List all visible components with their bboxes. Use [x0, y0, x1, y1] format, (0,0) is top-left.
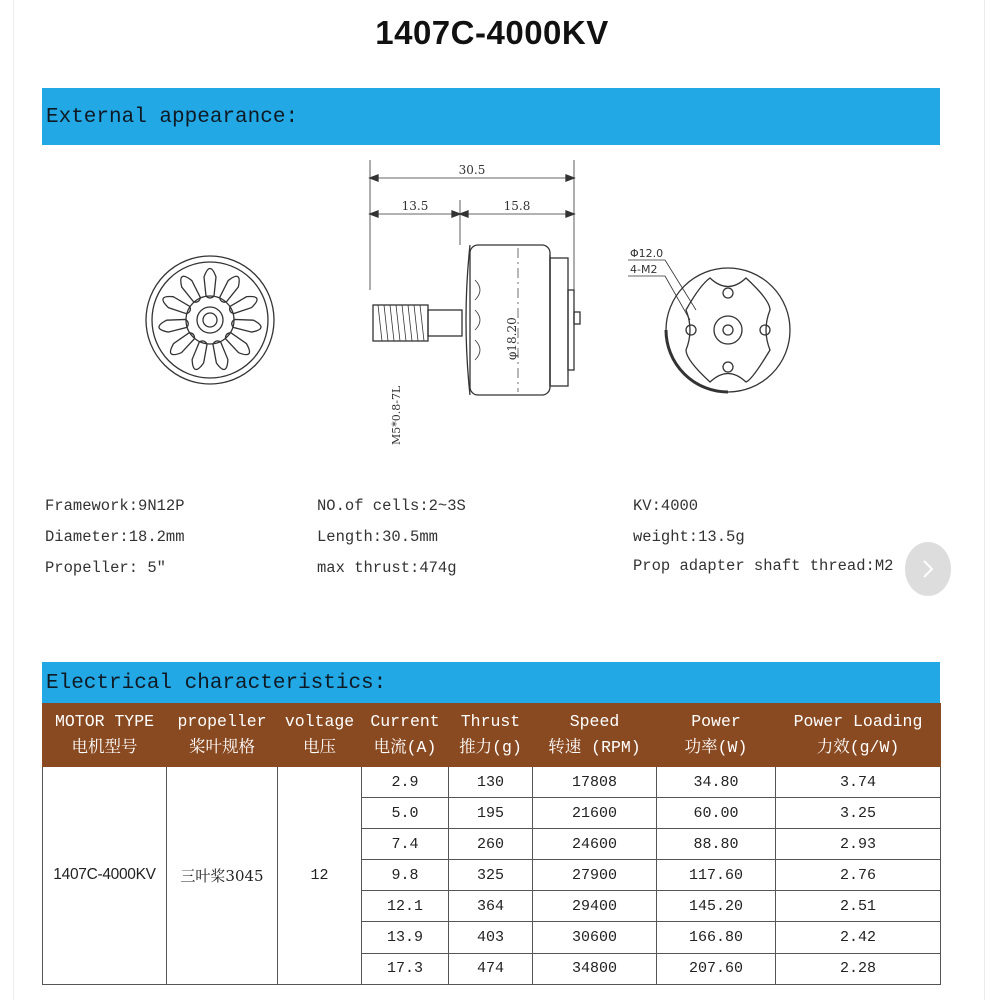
dim-left-label: 13.5 — [401, 199, 429, 213]
header-motor-type — [43, 704, 167, 767]
current-cell: 9.8 — [362, 860, 449, 891]
speed-cell: 17808 — [533, 767, 657, 798]
header-current-en: Current — [370, 712, 440, 731]
speed-cell: 34800 — [533, 953, 657, 984]
header-propeller-en: propeller — [177, 712, 267, 731]
thrust-cell: 325 — [449, 860, 533, 891]
thrust-cell: 403 — [449, 922, 533, 953]
header-power-cn: 功率(W) — [684, 738, 748, 757]
hole-count-label: 4-M2 — [630, 263, 658, 276]
chevron-right-icon — [921, 558, 935, 580]
speed-cell: 30600 — [533, 922, 657, 953]
power-cell: 34.80 — [657, 767, 776, 798]
header-current — [362, 704, 449, 767]
header-propeller-cn: 桨叶规格 — [189, 738, 255, 757]
propeller-cell: 三叶桨3045 — [167, 767, 278, 985]
hole-diameter-label: Φ12.0 — [630, 247, 664, 260]
model-cell: 1407C-4000KV — [43, 767, 167, 985]
header-power-en: Power — [691, 712, 741, 731]
header-power-loading-cn: 力效(g/W) — [816, 738, 900, 757]
header-voltage-en: voltage — [284, 712, 355, 731]
spec-prop-adapter: Prop adapter shaft thread:M2 — [633, 557, 894, 575]
rear-view-drawing — [628, 260, 790, 392]
header-thrust — [449, 704, 533, 767]
external-appearance-header: External appearance: — [42, 88, 940, 145]
side-view-drawing — [370, 160, 580, 395]
page-title: 1407C-4000KV — [375, 14, 609, 51]
spec-weight: weight:13.5g — [633, 528, 745, 546]
header-speed-cn: 转速 (RPM) — [548, 738, 641, 757]
header-power — [657, 704, 776, 767]
header-thrust-en: Thrust — [460, 712, 521, 731]
next-slide-button[interactable] — [905, 542, 951, 596]
header-power-loading — [776, 704, 941, 767]
header-power-loading-en: Power Loading — [793, 712, 923, 731]
power-cell: 88.80 — [657, 829, 776, 860]
spec-framework: Framework:9N12P — [45, 497, 185, 515]
thrust-cell: 474 — [449, 953, 533, 984]
dim-total-label: 30.5 — [458, 163, 486, 177]
header-speed — [533, 704, 657, 767]
current-cell: 5.0 — [362, 798, 449, 829]
power-loading-cell: 3.25 — [776, 798, 941, 829]
speed-cell: 21600 — [533, 798, 657, 829]
thrust-cell: 130 — [449, 767, 533, 798]
header-current-cn: 电流(A) — [373, 738, 437, 757]
power-loading-cell: 2.93 — [776, 829, 941, 860]
dim-right-label: 15.8 — [503, 199, 531, 213]
spec-diameter: Diameter:18.2mm — [45, 528, 185, 546]
header-voltage — [278, 704, 362, 767]
power-loading-cell: 2.51 — [776, 891, 941, 922]
spec-list — [0, 497, 1000, 597]
power-loading-cell: 2.28 — [776, 953, 941, 984]
header-speed-en: Speed — [569, 712, 620, 731]
power-cell: 207.60 — [657, 953, 776, 984]
power-loading-cell: 2.42 — [776, 922, 941, 953]
current-cell: 17.3 — [362, 953, 449, 984]
speed-cell: 24600 — [533, 829, 657, 860]
table-row — [43, 767, 941, 798]
current-cell: 13.9 — [362, 922, 449, 953]
current-cell: 12.1 — [362, 891, 449, 922]
header-voltage-cn: 电压 — [303, 738, 336, 757]
power-cell: 117.60 — [657, 860, 776, 891]
power-cell: 145.20 — [657, 891, 776, 922]
thrust-cell: 260 — [449, 829, 533, 860]
front-view-drawing — [146, 256, 274, 384]
current-cell: 2.9 — [362, 767, 449, 798]
header-motor-type-en: MOTOR TYPE — [54, 712, 155, 731]
header-thrust-cn: 推力(g) — [459, 738, 522, 757]
power-loading-cell: 3.74 — [776, 767, 941, 798]
motor-technical-drawing — [130, 150, 830, 465]
speed-cell: 29400 — [533, 891, 657, 922]
spec-length: Length:30.5mm — [317, 528, 438, 546]
diameter-label: φ18.20 — [505, 317, 519, 360]
voltage-cell: 12 — [278, 767, 362, 985]
power-loading-cell: 2.76 — [776, 860, 941, 891]
thrust-cell: 364 — [449, 891, 533, 922]
spec-propeller: Propeller: 5″ — [45, 559, 166, 577]
power-cell: 166.80 — [657, 922, 776, 953]
header-motor-type-cn: 电机型号 — [71, 738, 138, 757]
spec-max-thrust: max thrust:474g — [317, 559, 457, 577]
thread-label: M5*0.8-7L — [390, 385, 403, 445]
table-header-row — [43, 704, 941, 767]
thrust-cell: 195 — [449, 798, 533, 829]
electrical-characteristics-header: Electrical characteristics: — [42, 662, 940, 703]
electrical-table — [42, 703, 941, 985]
power-cell: 60.00 — [657, 798, 776, 829]
current-cell: 7.4 — [362, 829, 449, 860]
spec-kv: KV:4000 — [633, 497, 699, 515]
speed-cell: 27900 — [533, 860, 657, 891]
header-propeller — [167, 704, 278, 767]
spec-cells: NO.of cells:2~3S — [317, 497, 466, 515]
